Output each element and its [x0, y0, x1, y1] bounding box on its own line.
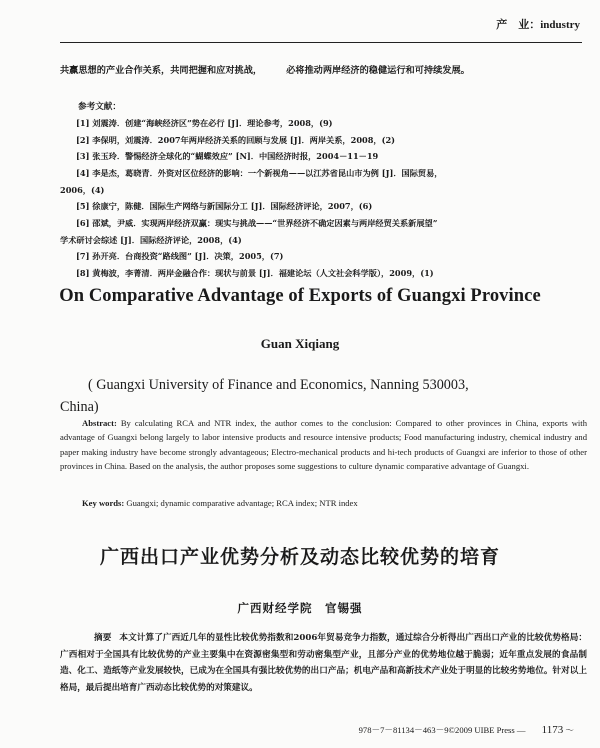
footer-dash: — [516, 725, 526, 735]
closing-paragraph [60, 62, 580, 76]
english-title: On Comparative Advantage of Exports of Guangxi Province [59, 286, 541, 306]
affiliation-line-1: ( Guangxi University of Finance and Economics, Nanning 530003, [88, 377, 469, 393]
english-affiliation [60, 374, 580, 418]
reference-item: [5] 徐康宁，陈健．国际生产网络与新国际分工 [J]．国际经济评论，2007，(6) [76, 201, 373, 211]
keywords-label: Key words: [82, 498, 125, 508]
page-number: 1173 [541, 724, 564, 736]
footer-tilde: ～ [565, 725, 574, 735]
references-list [60, 116, 590, 282]
page-footer [359, 724, 574, 736]
reference-item: [8] 黄梅波，李菁清．两岸金融合作：现状与前景 [J]．福建论坛（人文社会科学版），2009，(1) [76, 267, 434, 278]
header-rule [60, 42, 582, 43]
chinese-abstract-text: 本文计算了广西近几年的显性比较优势指数和2006年贸易竞争力指数，通过综合分析得出广西出口产业的比较优势格局：广西相对于全国具有比较优势的产业主要集中在资源密集型和劳动密集型产业，且部分产业的优势地位越于脆弱；近年重点发展的食品制造、化工、造纸等产业发展较快，已成为在全国具有强比较优势的出口产品；机电产品和高新技术产业处于明显的比较劣势地位。针对以上格局，最后提出培育广西动态比较优势的对策建议。 [60, 633, 587, 693]
running-header: 产 业：industry [496, 19, 580, 31]
reference-item: [7] 孙开亮．台商投资“路线图” [J]．决策，2005，(7) [76, 251, 284, 261]
abstract-text: By calculating RCA and NTR index, the author comes to the conclusion: Compared to other provinces in China, exports with advantage of Guangxi belong largely to labor intensive products and resource intensive products; Food manufacturing industry, chemical industry and paper making industry have become strongly advantageous; Electro-mechanical products and hi-tech products of Guangxi are inferior to those of other provinces in China. Based on the analysis, the author proposes some suggestions to culture dynamic comparative advantage of Guangxi. [60, 418, 587, 472]
english-abstract [60, 416, 587, 474]
reference-item: [2] 李保明，刘震涛．2007年两岸经济关系的回顾与发展 [J]．两岸关系，2008，(2) [76, 134, 396, 145]
chinese-author: 广西财经学院 官锡强 [237, 601, 363, 615]
references-heading: 参考文献： [78, 102, 121, 112]
closing-text-part2: 必将推动两岸经济的稳健运行和可持续发展。 [286, 65, 470, 76]
reference-item: [4] 李是杰，葛晓青．外资对区位经济的影响：一个新视角——以江苏省昆山市为例 [J]．国际贸易， 2006，(4) [60, 167, 443, 195]
abstract-label: Abstract: [82, 418, 117, 428]
english-keywords [82, 498, 358, 508]
footer-isbn: 978－7－81134－463－9©2009 UIBE Press [358, 725, 515, 735]
chinese-abstract-label: 摘要 [94, 633, 112, 643]
affiliation-line-2: China) [60, 399, 99, 415]
english-author: Guan Xiqiang [260, 336, 340, 351]
chinese-abstract [60, 630, 587, 696]
reference-item: [6] 邵斌，尹威．实现两岸经济双赢：现实与挑战——“世界经济不确定因素与两岸经贸关系新展望” 学术研讨会综述 [J]．国际经济评论，2008，(4) [60, 217, 438, 245]
closing-text-part1: 共赢思想的产业合作关系，共同把握和应对挑战， [60, 65, 263, 76]
reference-item: [3] 张玉玲．警惕经济全球化的“蝴蝶效应” [N]．中国经济时报，2004－11－19 [76, 151, 379, 161]
keywords-text: Guangxi; dynamic comparative advantage; RCA index; NTR index [126, 498, 358, 508]
reference-item: [1] 刘震涛．创建“海峡经济区”势在必行 [J]．理论参考，2008，(9) [76, 118, 333, 128]
chinese-title: 广西出口产业优势分析及动态比较优势的培育 [99, 546, 500, 568]
